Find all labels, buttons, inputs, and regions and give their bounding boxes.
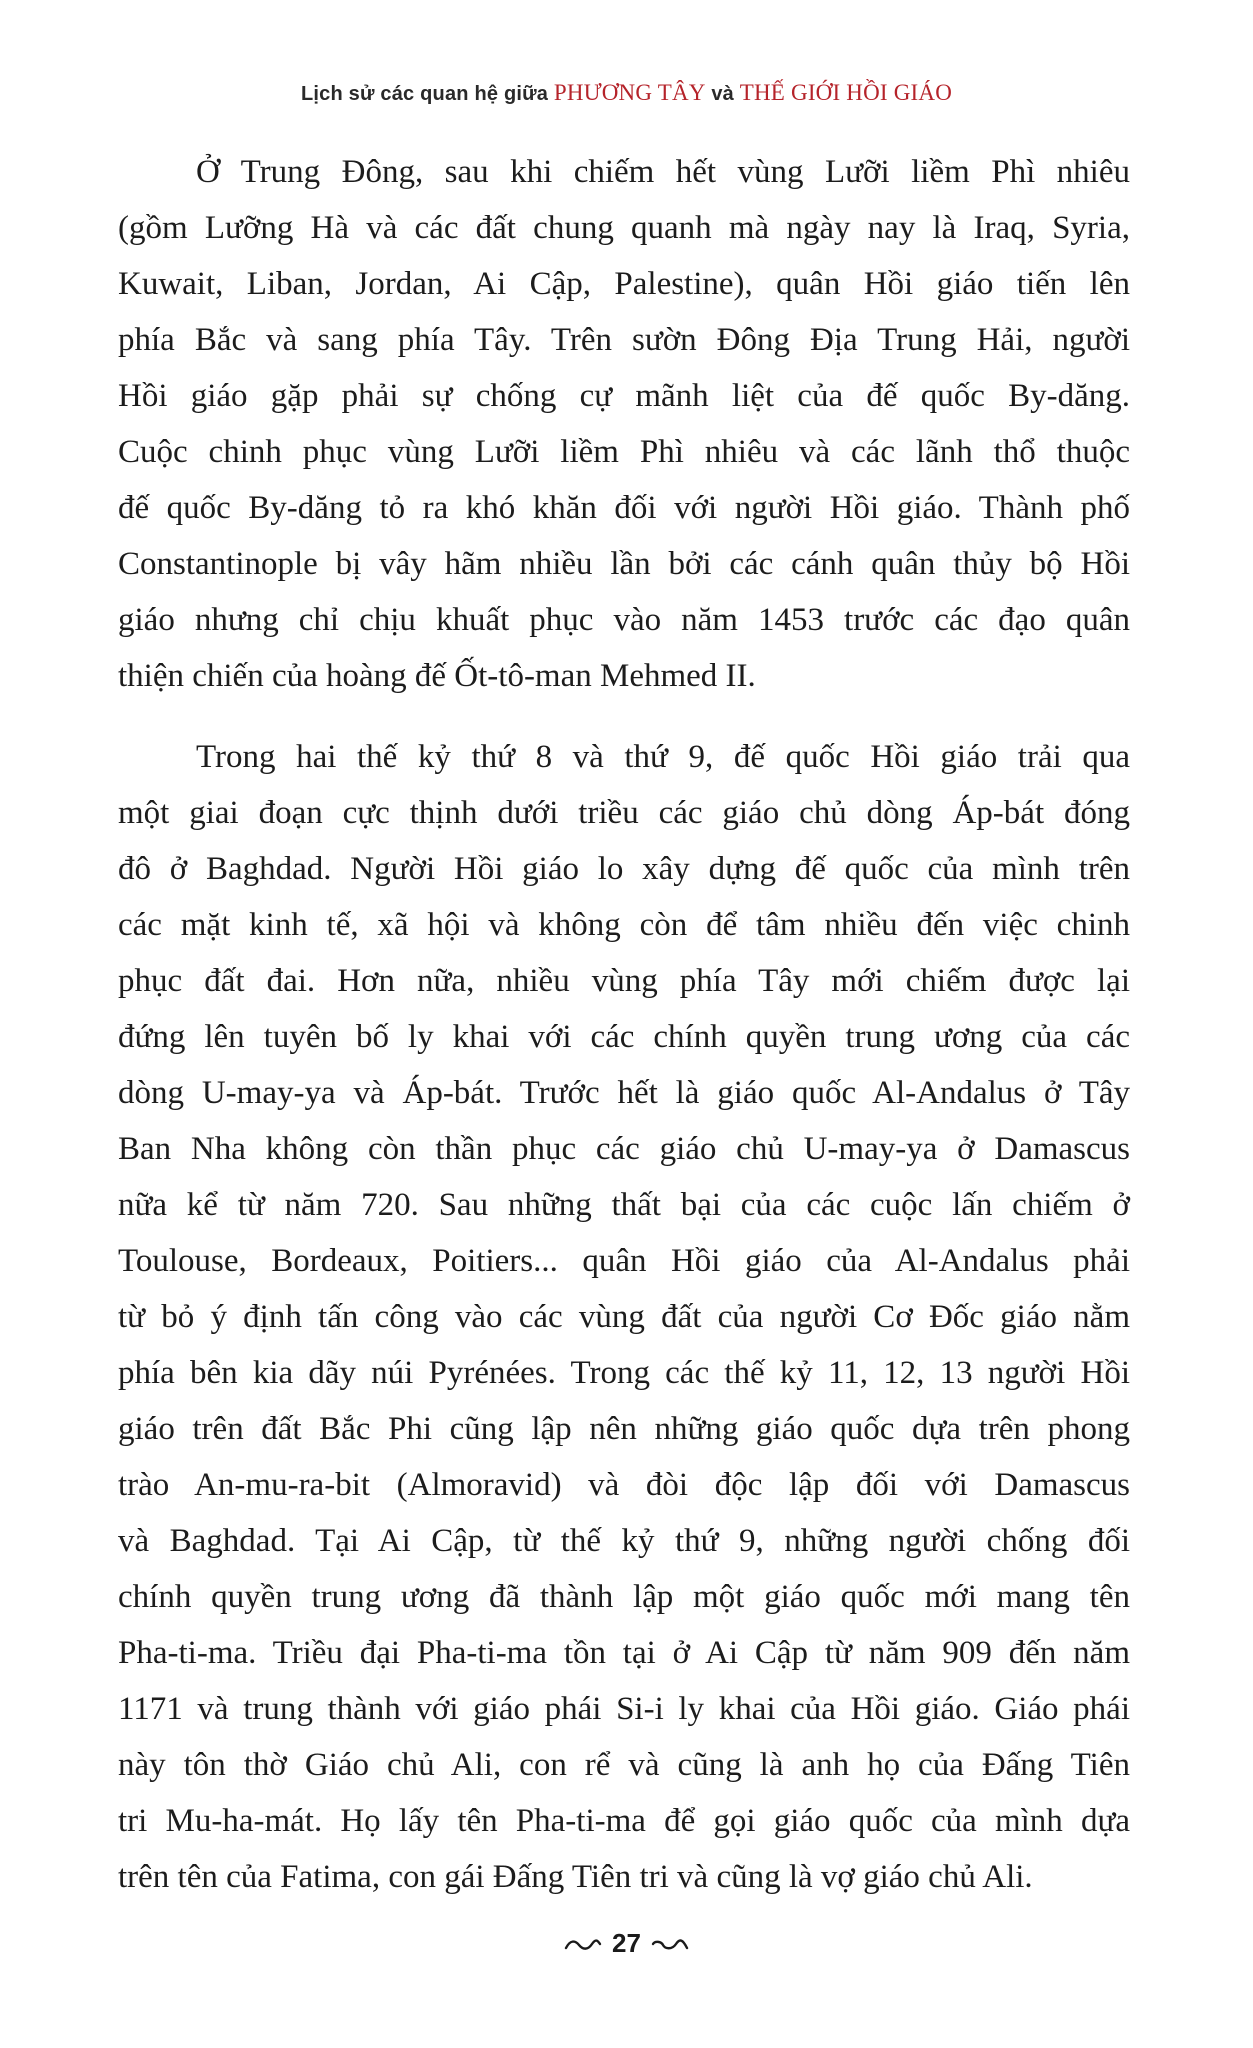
text-line: dòng U-may-ya và Áp-bát. Trước hết là giáo quốc Al-Andalus ở Tây [118, 1075, 1130, 1111]
text-line: nữa kể từ năm 720. Sau những thất bại của các cuộc lấn chiếm ở [118, 1187, 1130, 1223]
paragraph [118, 144, 1130, 704]
running-header [0, 80, 1253, 106]
paragraph [118, 729, 1130, 1905]
text-line: đế quốc By-dăng tỏ ra khó khăn đối với người Hồi giáo. Thành phố [118, 490, 1130, 526]
text-line: tri Mu-ha-mát. Họ lấy tên Pha-ti-ma để gọi giáo quốc của mình dựa [118, 1803, 1130, 1839]
text-line: đô ở Baghdad. Người Hồi giáo lo xây dựng đế quốc của mình trên [118, 851, 1130, 887]
running-header-term-islam: THẾ GIỚI HỒI GIÁO [739, 80, 953, 105]
text-line: Trong hai thế kỷ thứ 8 và thứ 9, đế quốc Hồi giáo trải qua [196, 739, 1130, 775]
text-line: Kuwait, Liban, Jordan, Ai Cập, Palestine), quân Hồi giáo tiến lên [118, 266, 1130, 302]
text-line: Toulouse, Bordeaux, Poitiers... quân Hồi giáo của Al-Andalus phải [118, 1243, 1130, 1279]
text-line: Pha-ti-ma. Triều đại Pha-ti-ma tồn tại ở Ai Cập từ năm 909 đến năm [118, 1635, 1130, 1671]
text-line: phía Bắc và sang phía Tây. Trên sườn Đông Địa Trung Hải, người [118, 322, 1130, 358]
page-number: 27 [612, 1927, 641, 1958]
page-footer [0, 1926, 1253, 1959]
text-line: và Baghdad. Tại Ai Cập, từ thế kỷ thứ 9, những người chống đối [118, 1523, 1130, 1559]
text-line: Ban Nha không còn thần phục các giáo chủ U-may-ya ở Damascus [118, 1131, 1130, 1167]
text-line: Ở Trung Đông, sau khi chiếm hết vùng Lưỡi liềm Phì nhiêu [196, 154, 1130, 190]
text-line: một giai đoạn cực thịnh dưới triều các giáo chủ dòng Áp-bát đóng [118, 795, 1130, 831]
text-line: Constantinople bị vây hãm nhiều lần bởi các cánh quân thủy bộ Hồi [118, 546, 1130, 582]
text-line: 1171 và trung thành với giáo phái Si-i ly khai của Hồi giáo. Giáo phái [118, 1691, 1130, 1727]
text-line: này tôn thờ Giáo chủ Ali, con rể và cũng là anh họ của Đấng Tiên [118, 1747, 1130, 1783]
text-line: Hồi giáo gặp phải sự chống cự mãnh liệt của đế quốc By-dăng. [118, 378, 1130, 414]
text-line: Cuộc chinh phục vùng Lưỡi liềm Phì nhiêu và các lãnh thổ thuộc [118, 434, 1130, 470]
running-header-term-west: PHƯƠNG TÂY [553, 80, 706, 105]
text-line: trào An-mu-ra-bit (Almoravid) và đòi độc lập đối với Damascus [118, 1467, 1130, 1503]
text-line: trên tên của Fatima, con gái Đấng Tiên tri và cũng là vợ giáo chủ Ali. [118, 1859, 1033, 1895]
text-line: giáo nhưng chỉ chịu khuất phục vào năm 1453 trước các đạo quân [118, 602, 1130, 638]
running-header-connector: và [705, 83, 740, 105]
text-line: các mặt kinh tế, xã hội và không còn để tâm nhiều đến việc chinh [118, 907, 1130, 943]
body-text [118, 144, 1130, 1905]
text-line: phía bên kia dãy núi Pyrénées. Trong các thế kỷ 11, 12, 13 người Hồi [118, 1355, 1130, 1391]
text-line: đứng lên tuyên bố ly khai với các chính quyền trung ương của các [118, 1019, 1130, 1055]
text-line: thiện chiến của hoàng đế Ốt-tô-man Mehmed II. [118, 658, 756, 694]
swash-ornament-left-icon [564, 1928, 602, 1959]
swash-ornament-right-icon [651, 1928, 689, 1959]
text-line: (gồm Lưỡng Hà và các đất chung quanh mà ngày nay là Iraq, Syria, [118, 210, 1130, 246]
text-line: chính quyền trung ương đã thành lập một giáo quốc mới mang tên [118, 1579, 1130, 1615]
running-header-prefix: Lịch sử các quan hệ giữa [300, 83, 554, 105]
text-line: từ bỏ ý định tấn công vào các vùng đất của người Cơ Đốc giáo nằm [118, 1299, 1130, 1335]
text-line: giáo trên đất Bắc Phi cũng lập nên những giáo quốc dựa trên phong [118, 1411, 1130, 1447]
text-line: phục đất đai. Hơn nữa, nhiều vùng phía Tây mới chiếm được lại [118, 963, 1130, 999]
